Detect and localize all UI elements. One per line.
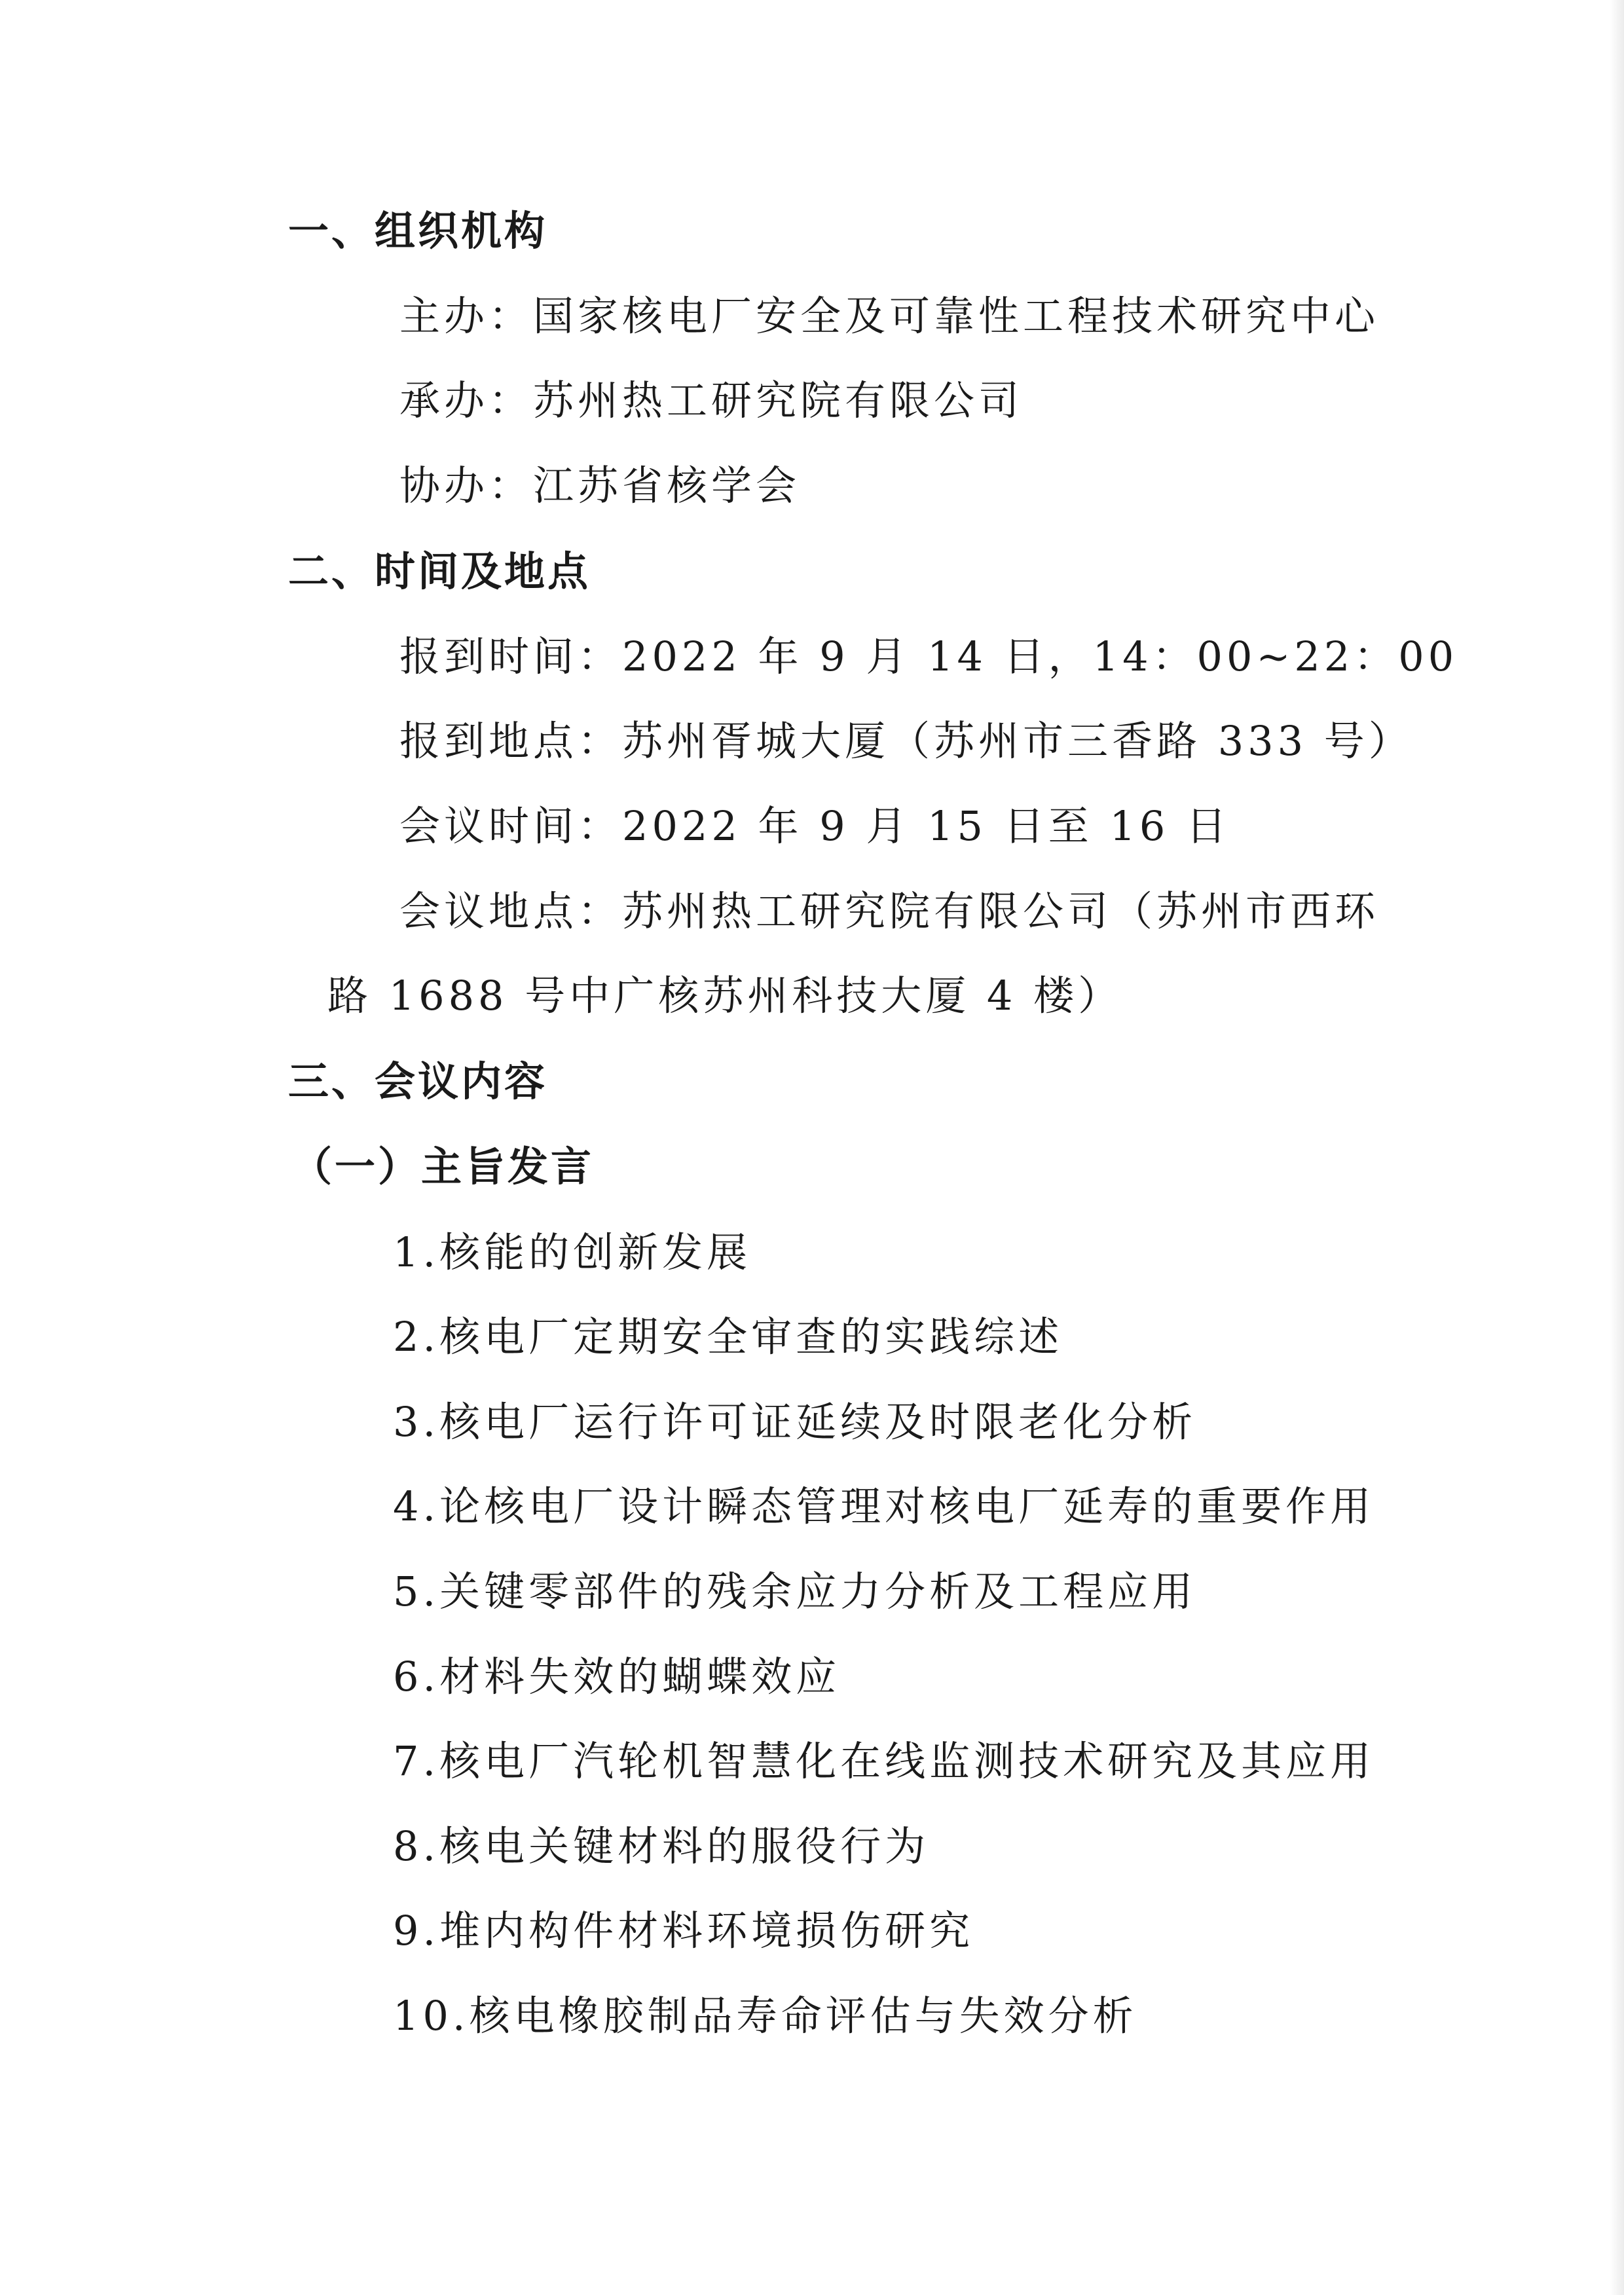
registration-time-line: 报到时间：2022 年 9 月 14 日，14：00~22：00 xyxy=(399,633,1458,680)
list-item: 9.堆内构件材料环境损伤研究 xyxy=(393,1907,974,1955)
co-organizer-line: 协办：江苏省核学会 xyxy=(399,462,801,509)
list-item: 5.关键零部件的残余应力分析及工程应用 xyxy=(393,1568,1197,1615)
section-heading-content: 三、会议内容 xyxy=(288,1057,548,1105)
section-heading-organization: 一、组织机构 xyxy=(288,207,548,255)
subheading-keynotes: （一）主旨发言 xyxy=(291,1143,595,1190)
list-item: 3.核电厂运行许可证延续及时限老化分析 xyxy=(393,1398,1197,1446)
list-item: 7.核电厂汽轮机智慧化在线监测技术研究及其应用 xyxy=(393,1737,1375,1785)
list-item: 1.核能的创新发展 xyxy=(393,1228,752,1276)
organizer-line: 承办：苏州热工研究院有限公司 xyxy=(399,376,1024,424)
host-line: 主办：国家核电厂安全及可靠性工程技术研究中心 xyxy=(399,292,1380,340)
registration-place-line: 报到地点：苏州胥城大厦（苏州市三香路 333 号） xyxy=(399,717,1413,765)
meeting-time-line: 会议时间：2022 年 9 月 15 日至 16 日 xyxy=(399,802,1230,850)
list-item: 2.核电厂定期安全审查的实践综述 xyxy=(393,1313,1063,1361)
section-heading-time-place: 二、时间及地点 xyxy=(288,547,591,595)
meeting-place-line-2: 路 1688 号中广核苏州科技大厦 4 楼） xyxy=(327,972,1123,1019)
list-item: 6.材料失效的蝴蝶效应 xyxy=(393,1653,841,1700)
list-item: 10.核电橡胶制品寿命评估与失效分析 xyxy=(393,1992,1137,2040)
scan-edge-shadow xyxy=(1610,0,1624,2295)
list-item: 8.核电关键材料的服役行为 xyxy=(393,1822,930,1870)
list-item: 4.论核电厂设计瞬态管理对核电厂延寿的重要作用 xyxy=(393,1482,1375,1530)
meeting-place-line-1: 会议地点：苏州热工研究院有限公司（苏州市西环 xyxy=(399,887,1380,935)
